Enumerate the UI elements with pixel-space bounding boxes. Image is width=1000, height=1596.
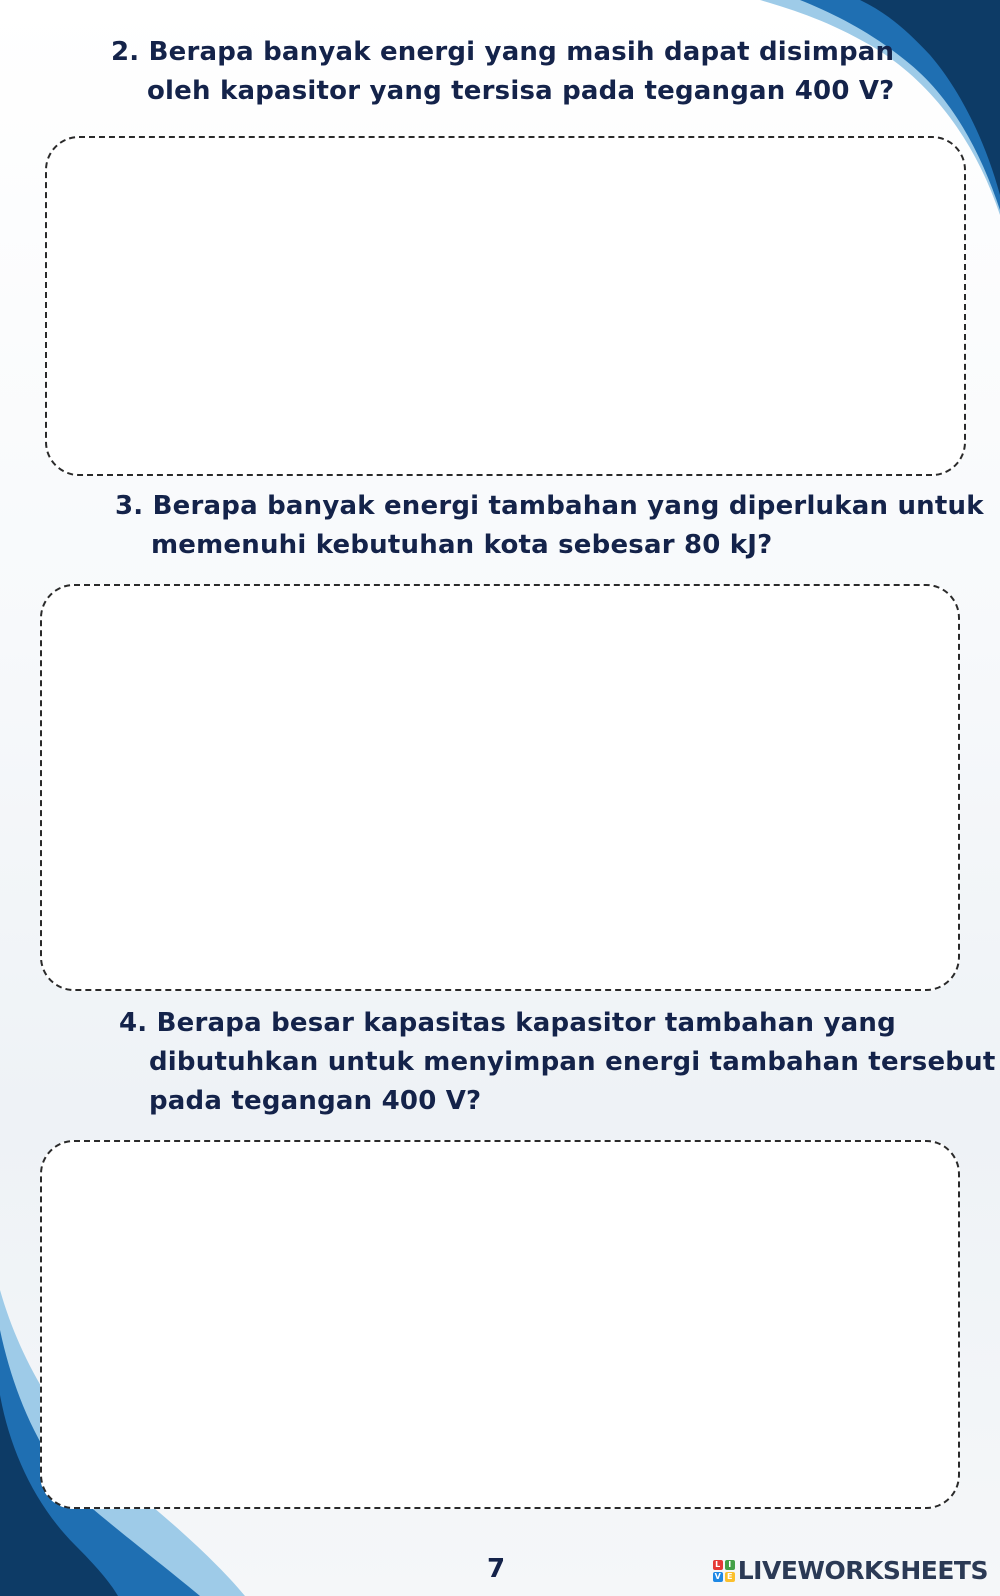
question-2-text-line-2: oleh kapasitor yang tersisa pada tegangan 400 V? [147,76,895,106]
question-4-text-line-3: pada tegangan 400 V? [149,1086,482,1116]
logo-tile-v: V [714,1571,721,1581]
question-4 [119,1004,995,1121]
question-3-line-1 [115,487,984,526]
question-4-line-1 [119,1004,995,1043]
question-3-number: 3. [115,491,144,521]
question-2-line-1 [111,33,894,72]
logo-tile-e: E [725,1572,735,1582]
page-number: 7 [487,1554,506,1584]
liveworksheets-brand[interactable] [713,1556,988,1585]
question-2-text-line-1: Berapa banyak energi yang masih dapat disimpan [148,37,895,67]
question-3-text-line-2: memenuhi kebutuhan kota sebesar 80 kJ? [151,530,773,560]
answer-input-3[interactable] [42,586,958,989]
question-3 [115,487,984,565]
question-3-text-line-1: Berapa banyak energi tambahan yang diperlukan untuk [152,491,984,521]
answer-input-2[interactable] [47,138,964,474]
logo-tile-i: I [725,1560,735,1570]
question-4-text-line-1: Berapa besar kapasitas kapasitor tambahan yang [156,1008,896,1038]
question-4-text-line-2: dibutuhkan untuk menyimpan energi tambahan tersebut [149,1047,996,1077]
liveworksheets-logo-icon [713,1560,735,1582]
logo-tile-l: L [713,1560,723,1570]
liveworksheets-brand-text: LIVEWORKSHEETS [737,1556,988,1585]
answer-box-3[interactable] [40,584,960,991]
question-2-number: 2. [111,37,140,67]
answer-box-4[interactable] [40,1140,960,1509]
question-2 [111,33,894,111]
answer-box-2[interactable] [45,136,966,476]
answer-input-4[interactable] [42,1142,958,1507]
question-4-number: 4. [119,1008,148,1038]
